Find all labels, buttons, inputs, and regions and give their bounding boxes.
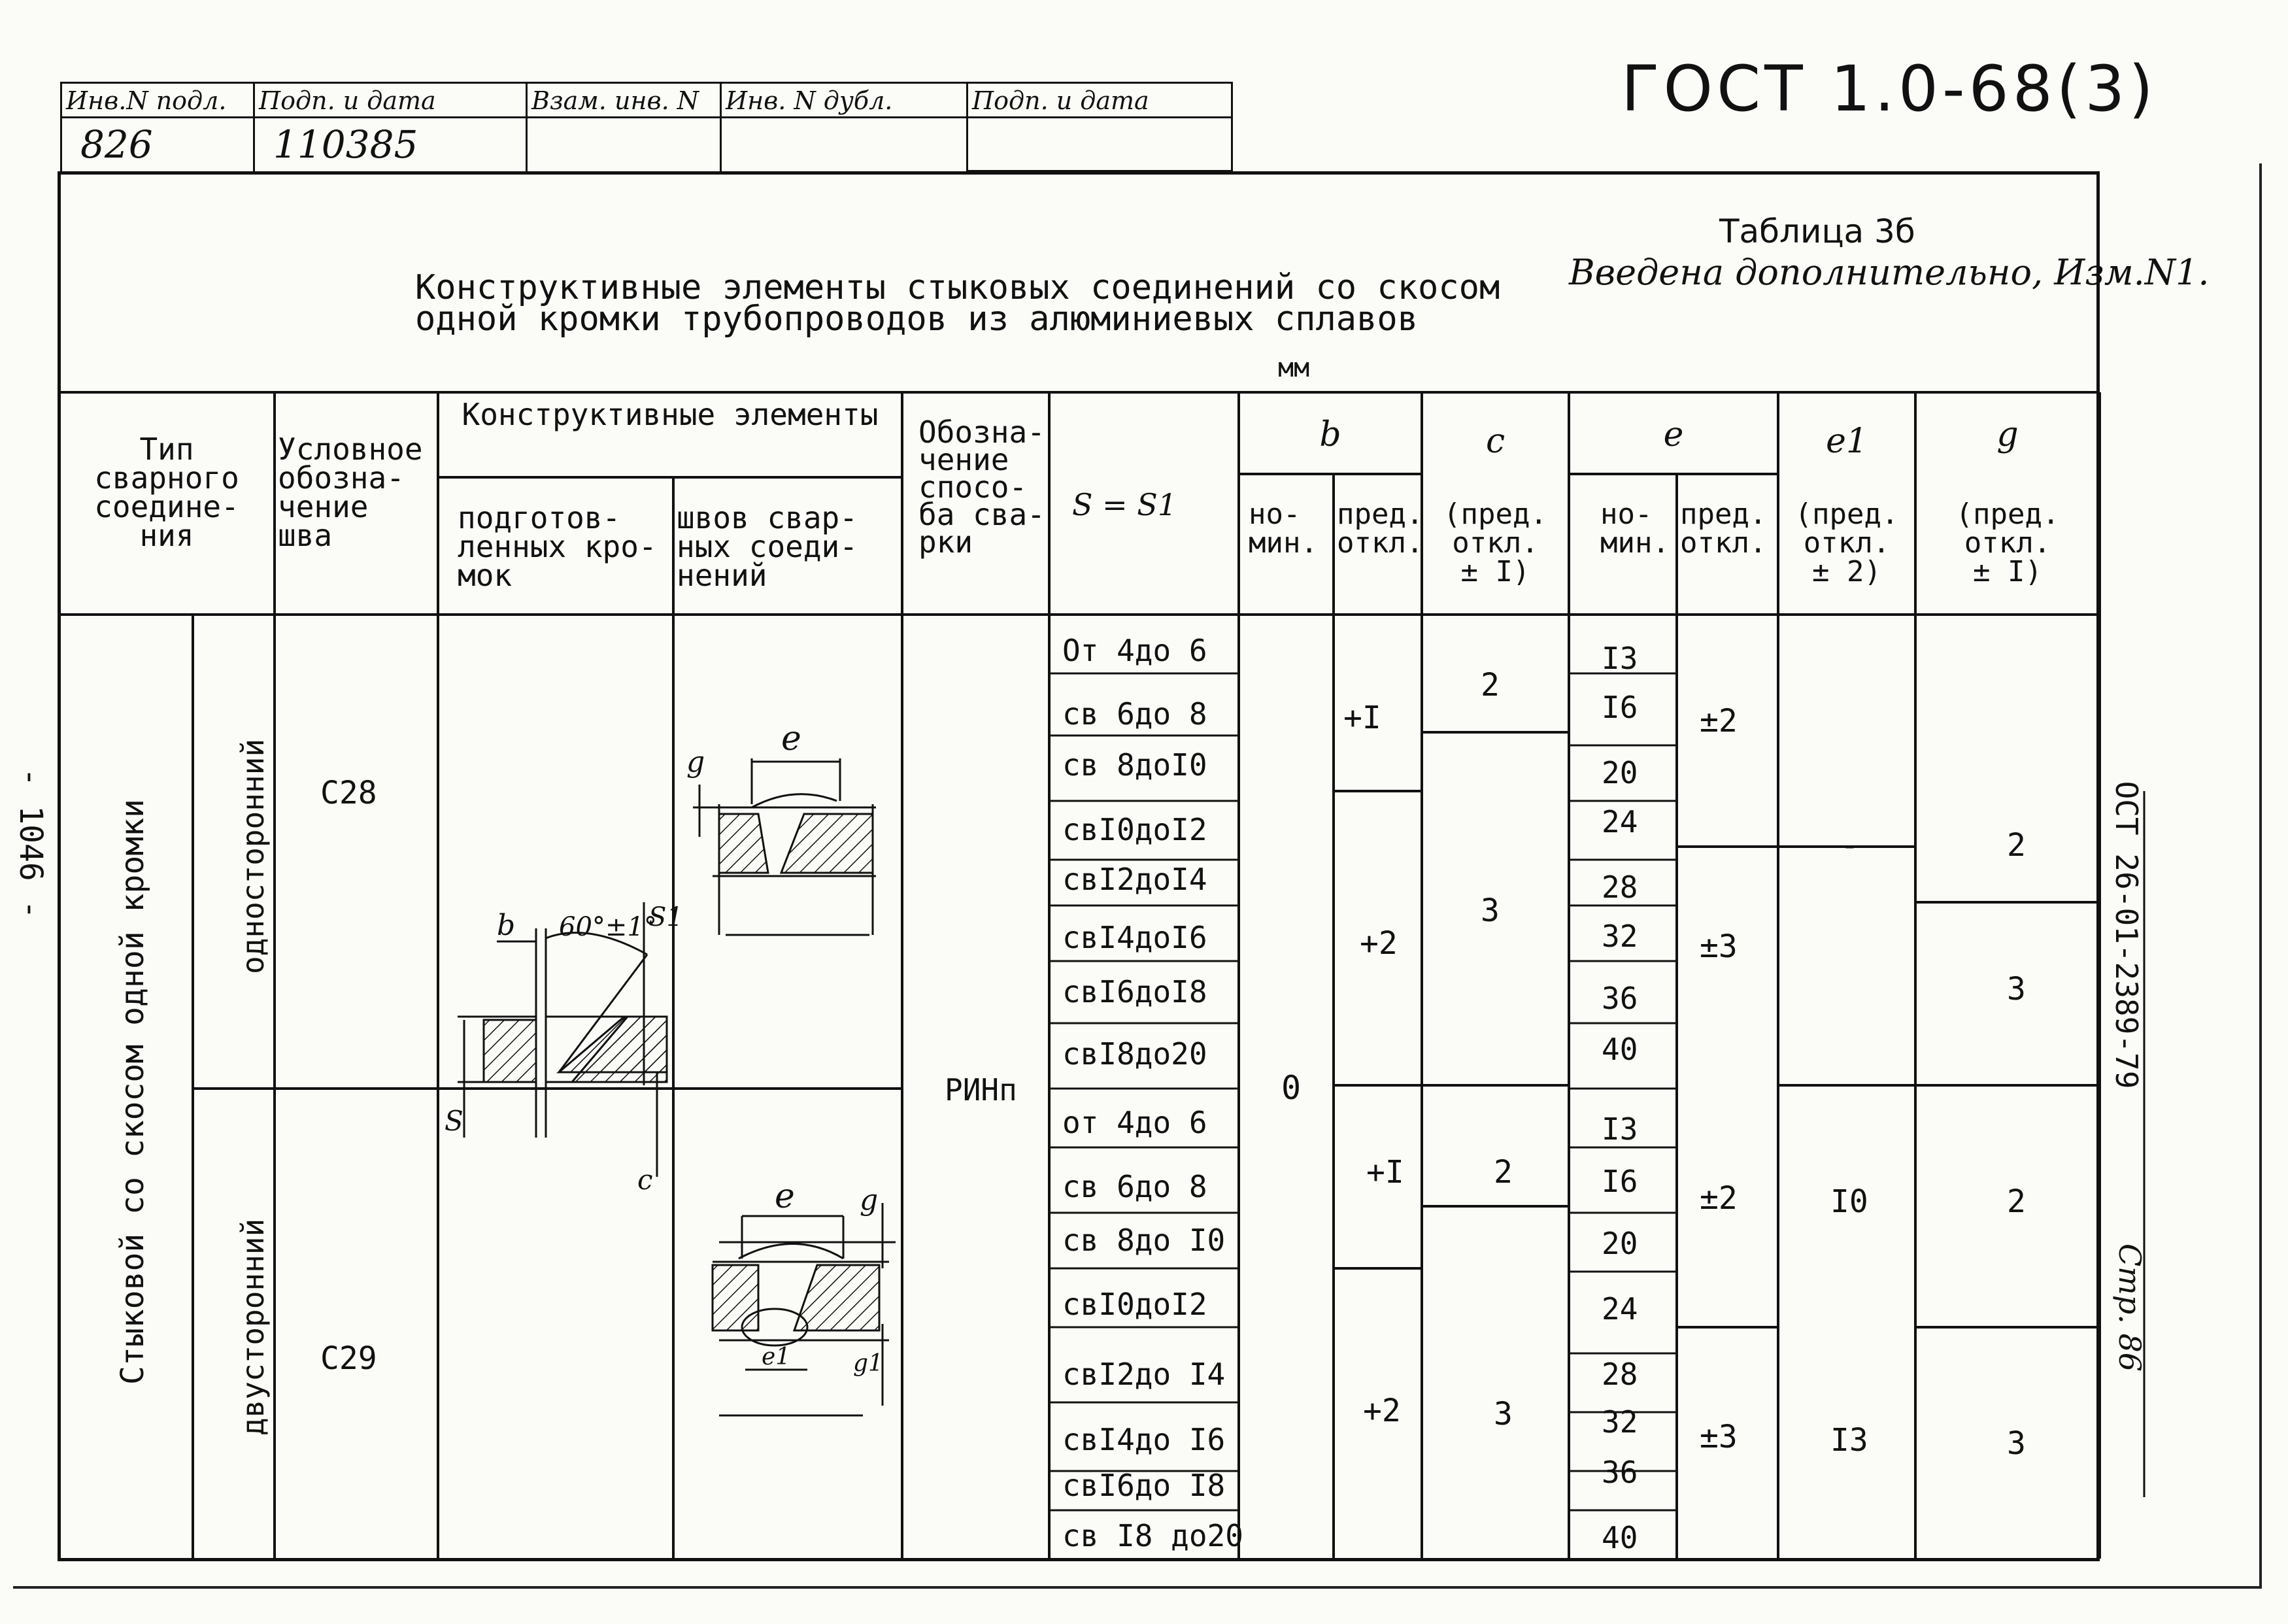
label-e-c29: e (775, 1177, 795, 1216)
table-number: Таблица 3б (1719, 212, 1915, 250)
c-value: 2 (1481, 667, 1500, 703)
b-dev-value: +2 (1363, 1393, 1401, 1429)
stamp-header-2: Подп. и дата (259, 86, 436, 115)
title-line-2: одной кромки трубопроводов из алюминиевых сплавов (415, 299, 1419, 339)
header-elements: Конструктивные элементы (462, 397, 879, 432)
g-value: 3 (2007, 971, 2026, 1007)
s-row: От 4до 6 (1062, 633, 1207, 668)
table-note: Введена дополнительно, Изм.N1. (1569, 252, 2210, 293)
header-e1-deviation: (пред. откл. ± 2) (1794, 498, 1899, 588)
header-e: e (1663, 415, 1684, 454)
side-page-number: Стр. 86 (2112, 1243, 2147, 1372)
s-row: св 8доI0 (1062, 747, 1207, 783)
e1-value: I0 (1830, 1183, 1868, 1220)
e-nominal-value: 36 (1602, 981, 1638, 1016)
e-dev-value: ±2 (1700, 1180, 1738, 1217)
header-e1: e1 (1826, 422, 1868, 461)
s-row: от 4до 6 (1062, 1105, 1207, 1140)
e1-value: I3 (1830, 1422, 1868, 1459)
s-row: свI2доI4 (1062, 862, 1207, 897)
header-e-deviation: пред. откл. (1680, 498, 1767, 560)
label-b: b (497, 909, 516, 942)
stamp-header-4: Инв. N дубл. (726, 86, 893, 115)
e-nominal-value: 32 (1602, 919, 1638, 954)
c-value: 2 (1494, 1154, 1513, 1191)
header-b-deviation: пред. откл. (1337, 498, 1424, 560)
stamp-value-2: 110385 (273, 122, 418, 167)
unit-label: мм (1278, 353, 1310, 383)
header-thickness: S = S1 (1072, 487, 1177, 522)
header-b: b (1319, 415, 1341, 454)
e-nominal-value: 36 (1602, 1455, 1638, 1490)
e-nominal-value: 20 (1602, 755, 1638, 790)
header-e-nominal: но- мин. (1600, 498, 1670, 560)
s-row: свI6доI8 (1062, 974, 1207, 1009)
s-row: свI4доI6 (1062, 920, 1207, 955)
b-dev-value: +I (1343, 700, 1381, 736)
e-nominal-value: 32 (1602, 1404, 1638, 1440)
header-joint-type: Тип сварного соедине- ния (94, 431, 239, 553)
e-nominal-value: 40 (1602, 1520, 1638, 1555)
e-dev-value: ±2 (1700, 703, 1738, 739)
stamp-header-5: Подп. и дата (972, 86, 1149, 115)
prepared-edges-drawing (458, 902, 667, 1177)
e-nominal-value: I6 (1602, 1164, 1638, 1199)
label-c: c (637, 1164, 653, 1196)
s-row: свI0доI2 (1062, 1287, 1207, 1322)
header-c: c (1485, 422, 1506, 461)
header-g-deviation: (пред. откл. ± I) (1955, 498, 2060, 588)
label-g-c29: g (860, 1183, 879, 1217)
g-value: 2 (2007, 1183, 2026, 1220)
b-nominal-value: 0 (1281, 1069, 1302, 1107)
e-nominal-value: 40 (1602, 1032, 1638, 1067)
two-sided-label: двусторонний (235, 1218, 271, 1436)
s-row: св 8до I0 (1062, 1223, 1226, 1258)
c29-weld-drawing (713, 1203, 896, 1415)
s-row: св 6до 8 (1062, 1169, 1207, 1204)
c28-weld-drawing (693, 758, 876, 935)
header-g: g (1996, 415, 2019, 454)
c-value: 3 (1494, 1396, 1513, 1432)
header-symbol: Условное обозна- чение шва (278, 431, 423, 553)
e-nominal-value: I6 (1602, 690, 1638, 725)
stamp-value-1: 826 (80, 122, 153, 167)
left-margin-number: - 1046 - (12, 768, 49, 919)
c-value: 3 (1481, 892, 1500, 929)
g-value: 2 (2007, 827, 2026, 864)
e-nominal-value: I3 (1602, 641, 1638, 676)
header-b-nominal: но- мин. (1249, 498, 1318, 560)
header-welds: швов свар- ных соеди- нений (677, 500, 858, 593)
symbol-c28: С28 (320, 775, 377, 811)
side-ost-reference: ОСТ 26-01-2389-79 (2109, 781, 2144, 1089)
s-row: свI6до I8 (1062, 1468, 1226, 1503)
s-row: свI2до I4 (1062, 1357, 1226, 1392)
label-e-c28: e (781, 719, 801, 758)
e1-value: - (1840, 827, 1859, 864)
b-dev-value: +I (1366, 1154, 1404, 1191)
e-dev-value: ±3 (1700, 1419, 1738, 1455)
g-value: 3 (2007, 1425, 2026, 1462)
header-c-deviation: (пред. откл. ± I) (1443, 498, 1547, 588)
method-value: РИНп (945, 1072, 1017, 1108)
one-sided-label: односторонний (235, 738, 271, 975)
e-nominal-value: 28 (1602, 1357, 1638, 1392)
label-g-c28: g (686, 745, 705, 779)
joint-type-label: Стыковой со скосом одной кромки (114, 799, 151, 1385)
label-g1: g1 (853, 1350, 883, 1377)
stamp-header-3: Взам. инв. N (531, 86, 699, 115)
header-method: Обозна- чение спосо- ба сва- рки (918, 414, 1045, 560)
e-nominal-value: 24 (1602, 804, 1638, 839)
symbol-c29: С29 (320, 1340, 377, 1377)
e-nominal-value: I3 (1602, 1111, 1638, 1147)
e-nominal-value: 20 (1602, 1226, 1638, 1261)
e-nominal-value: 24 (1602, 1291, 1638, 1327)
s-row: св I8 до20 (1062, 1518, 1243, 1553)
label-bevel-angle: 60°±1° (559, 912, 657, 942)
e-nominal-value: 28 (1602, 870, 1638, 905)
s-row: св 6до 8 (1062, 696, 1207, 732)
s-row: свI8до20 (1062, 1036, 1207, 1072)
s-row: свI0доI2 (1062, 812, 1207, 847)
b-dev-value: +2 (1360, 925, 1398, 962)
stamp-header-1: Инв.N подл. (66, 86, 227, 115)
doc-code: ГОСТ 1.0-68(3) (1621, 52, 2157, 126)
title-line-1: Конструктивные элементы стыковых соединений со скосом (415, 268, 1500, 307)
label-e1: e1 (762, 1344, 791, 1370)
label-s1: S1 (648, 902, 683, 932)
label-s: S (445, 1105, 463, 1137)
e-dev-value: ±3 (1700, 928, 1738, 965)
s-row: свI4до I6 (1062, 1422, 1226, 1457)
header-prepared-edges: подготов- ленных кро- мок (458, 500, 657, 593)
